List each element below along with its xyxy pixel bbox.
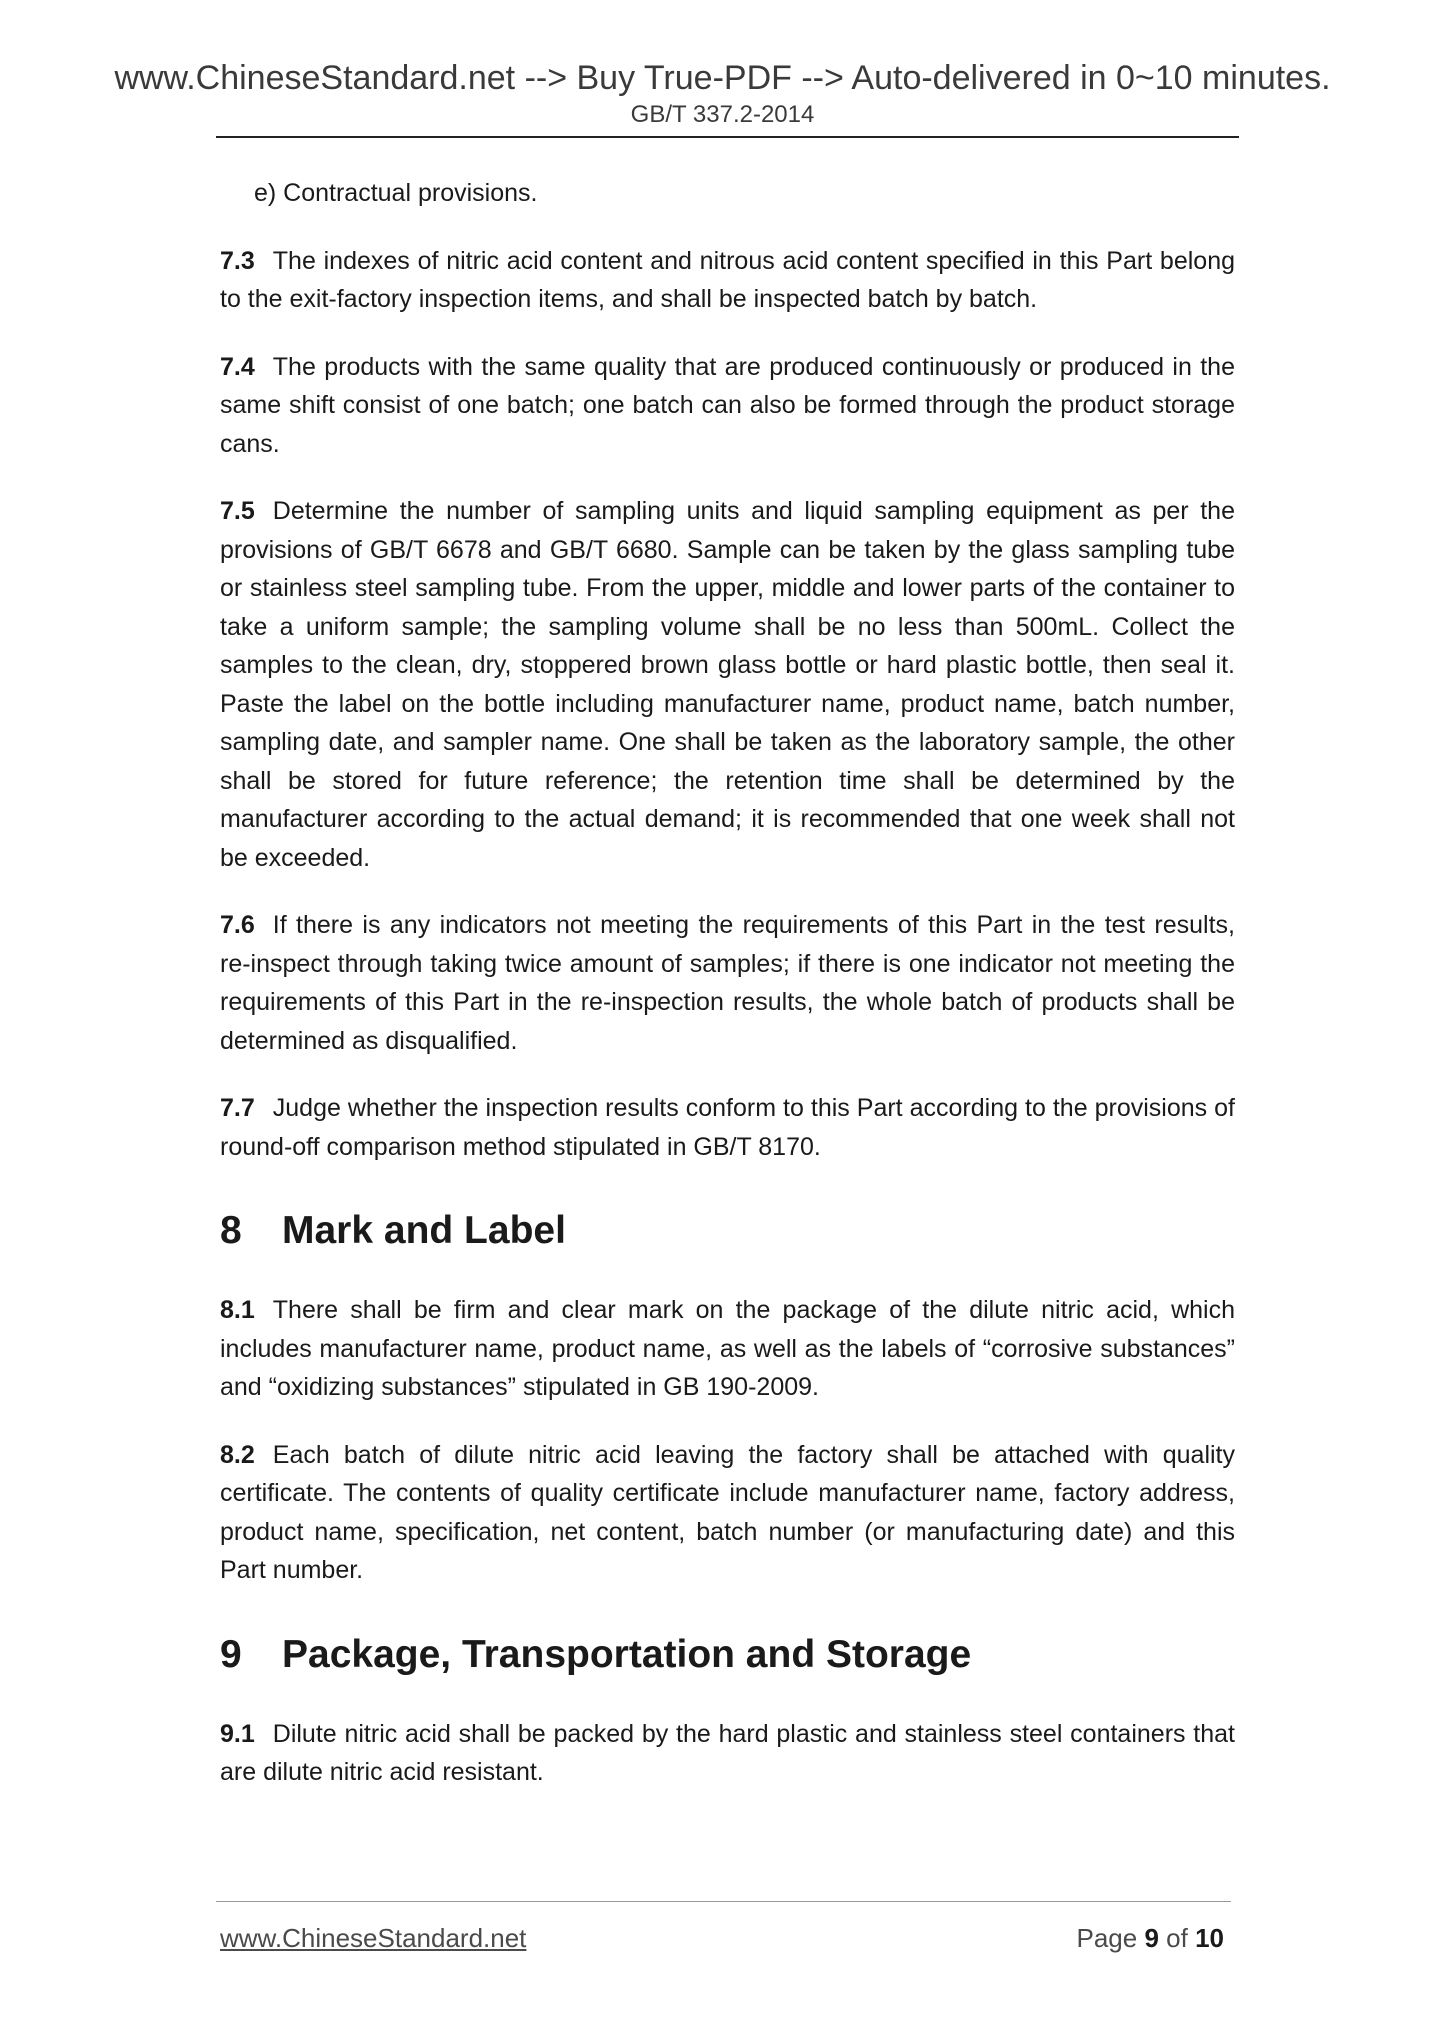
clause-9-1 — [220, 1715, 1235, 1792]
standard-code: GB/T 337.2-2014 — [630, 101, 815, 128]
clause-number: 7.3 — [220, 246, 255, 275]
clause-text: There shall be firm and clear mark on the package of the dilute nitric acid, which includes manufacturer name, product name, as well as the labels of “corrosive substances” and “oxidizing substances” stipulated in GB 190-2009. — [220, 1296, 1235, 1401]
page-header — [0, 58, 1445, 130]
section-number: 8 — [220, 1209, 242, 1252]
clause-number: 8.1 — [220, 1296, 255, 1324]
clause-text: Each batch of dilute nitric acid leaving the factory shall be attached with quality certificate. The contents of quality certificate include manufacturer name, factory address, product name, specification, net content, batch number (or manufacturing date) and this Part number. — [220, 1440, 1235, 1584]
page-indicator — [1076, 1922, 1224, 1954]
clause-number: 7.5 — [220, 497, 255, 525]
clause-text: If there is any indicators not meeting the requirements of this Part in the test results, re-inspect through taking twice amount of samples; if there is one indicator not meeting the requirements of this Part in the re-inspection results, the whole batch of products shall be determined as disqualified. — [220, 911, 1235, 1055]
clause-7-5 — [220, 492, 1235, 877]
list-item-e: e) Contractual provisions. — [254, 179, 538, 207]
clause-number: 7.4 — [220, 352, 255, 381]
clause-7-4 — [220, 348, 1235, 464]
page-prefix: Page — [1076, 1923, 1138, 1953]
clause-8-2 — [220, 1436, 1235, 1590]
clause-7-7 — [220, 1089, 1235, 1166]
document-body — [220, 174, 1235, 1821]
clause-text: Determine the number of sampling units and liquid sampling equipment as per the provisions of GB/T 6678 and GB/T 6680. Sample can be taken by the glass sampling tube or stainless steel sampling tube. From the upper, middle and lower parts of the container to take a uniform sample; the sampling volume shall be no less than 500mL. Collect the samples to the clean, dry, stoppered brown glass bottle or hard plastic bottle, then seal it. Paste the label on the bottle including manufacturer name, product name, batch number, sampling date, and sampler name. One shall be taken as the laboratory sample, the other shall be stored for future reference; the retention time shall be determined by the manufacturer according to the actual demand; it is recommended that one week shall not be exceeded. — [220, 497, 1235, 872]
header-banner: www.ChineseStandard.net --> Buy True-PDF --> Auto-delivered in 0~10 minutes. — [114, 59, 1331, 97]
clause-text: The products with the same quality that are produced continuously or produced in the same shift consist of one batch; one batch can also be formed through the product storage cans. — [220, 352, 1235, 458]
page-total: 10 — [1195, 1923, 1224, 1953]
header-divider — [216, 136, 1239, 138]
clause-number: 9.1 — [220, 1719, 255, 1748]
footer-divider — [216, 1901, 1231, 1902]
section-heading-9 — [220, 1631, 1235, 1679]
footer-site-link[interactable]: www.ChineseStandard.net — [220, 1923, 527, 1953]
clause-number: 8.2 — [220, 1440, 255, 1469]
clause-text: Dilute nitric acid shall be packed by the hard plastic and stainless steel containers that are dilute nitric acid resistant. — [220, 1719, 1235, 1786]
section-number: 9 — [220, 1632, 242, 1676]
section-title: Package, Transportation and Storage — [282, 1632, 972, 1676]
clause-7-6 — [220, 906, 1235, 1060]
clause-number: 7.7 — [220, 1094, 255, 1122]
clause-8-1 — [220, 1291, 1235, 1407]
page-current: 9 — [1144, 1923, 1159, 1953]
clause-7-3 — [220, 242, 1235, 319]
clause-text: Judge whether the inspection results conform to this Part according to the provisions of round-off comparison method stipulated in GB/T 8170. — [220, 1094, 1235, 1161]
section-heading-8 — [220, 1207, 1235, 1255]
section-title: Mark and Label — [282, 1209, 566, 1252]
clause-text: The indexes of nitric acid content and nitrous acid content specified in this Part belong to the exit-factory inspection items, and shall be inspected batch by batch. — [220, 246, 1235, 313]
clause-number: 7.6 — [220, 911, 255, 939]
page-of: of — [1166, 1923, 1188, 1953]
